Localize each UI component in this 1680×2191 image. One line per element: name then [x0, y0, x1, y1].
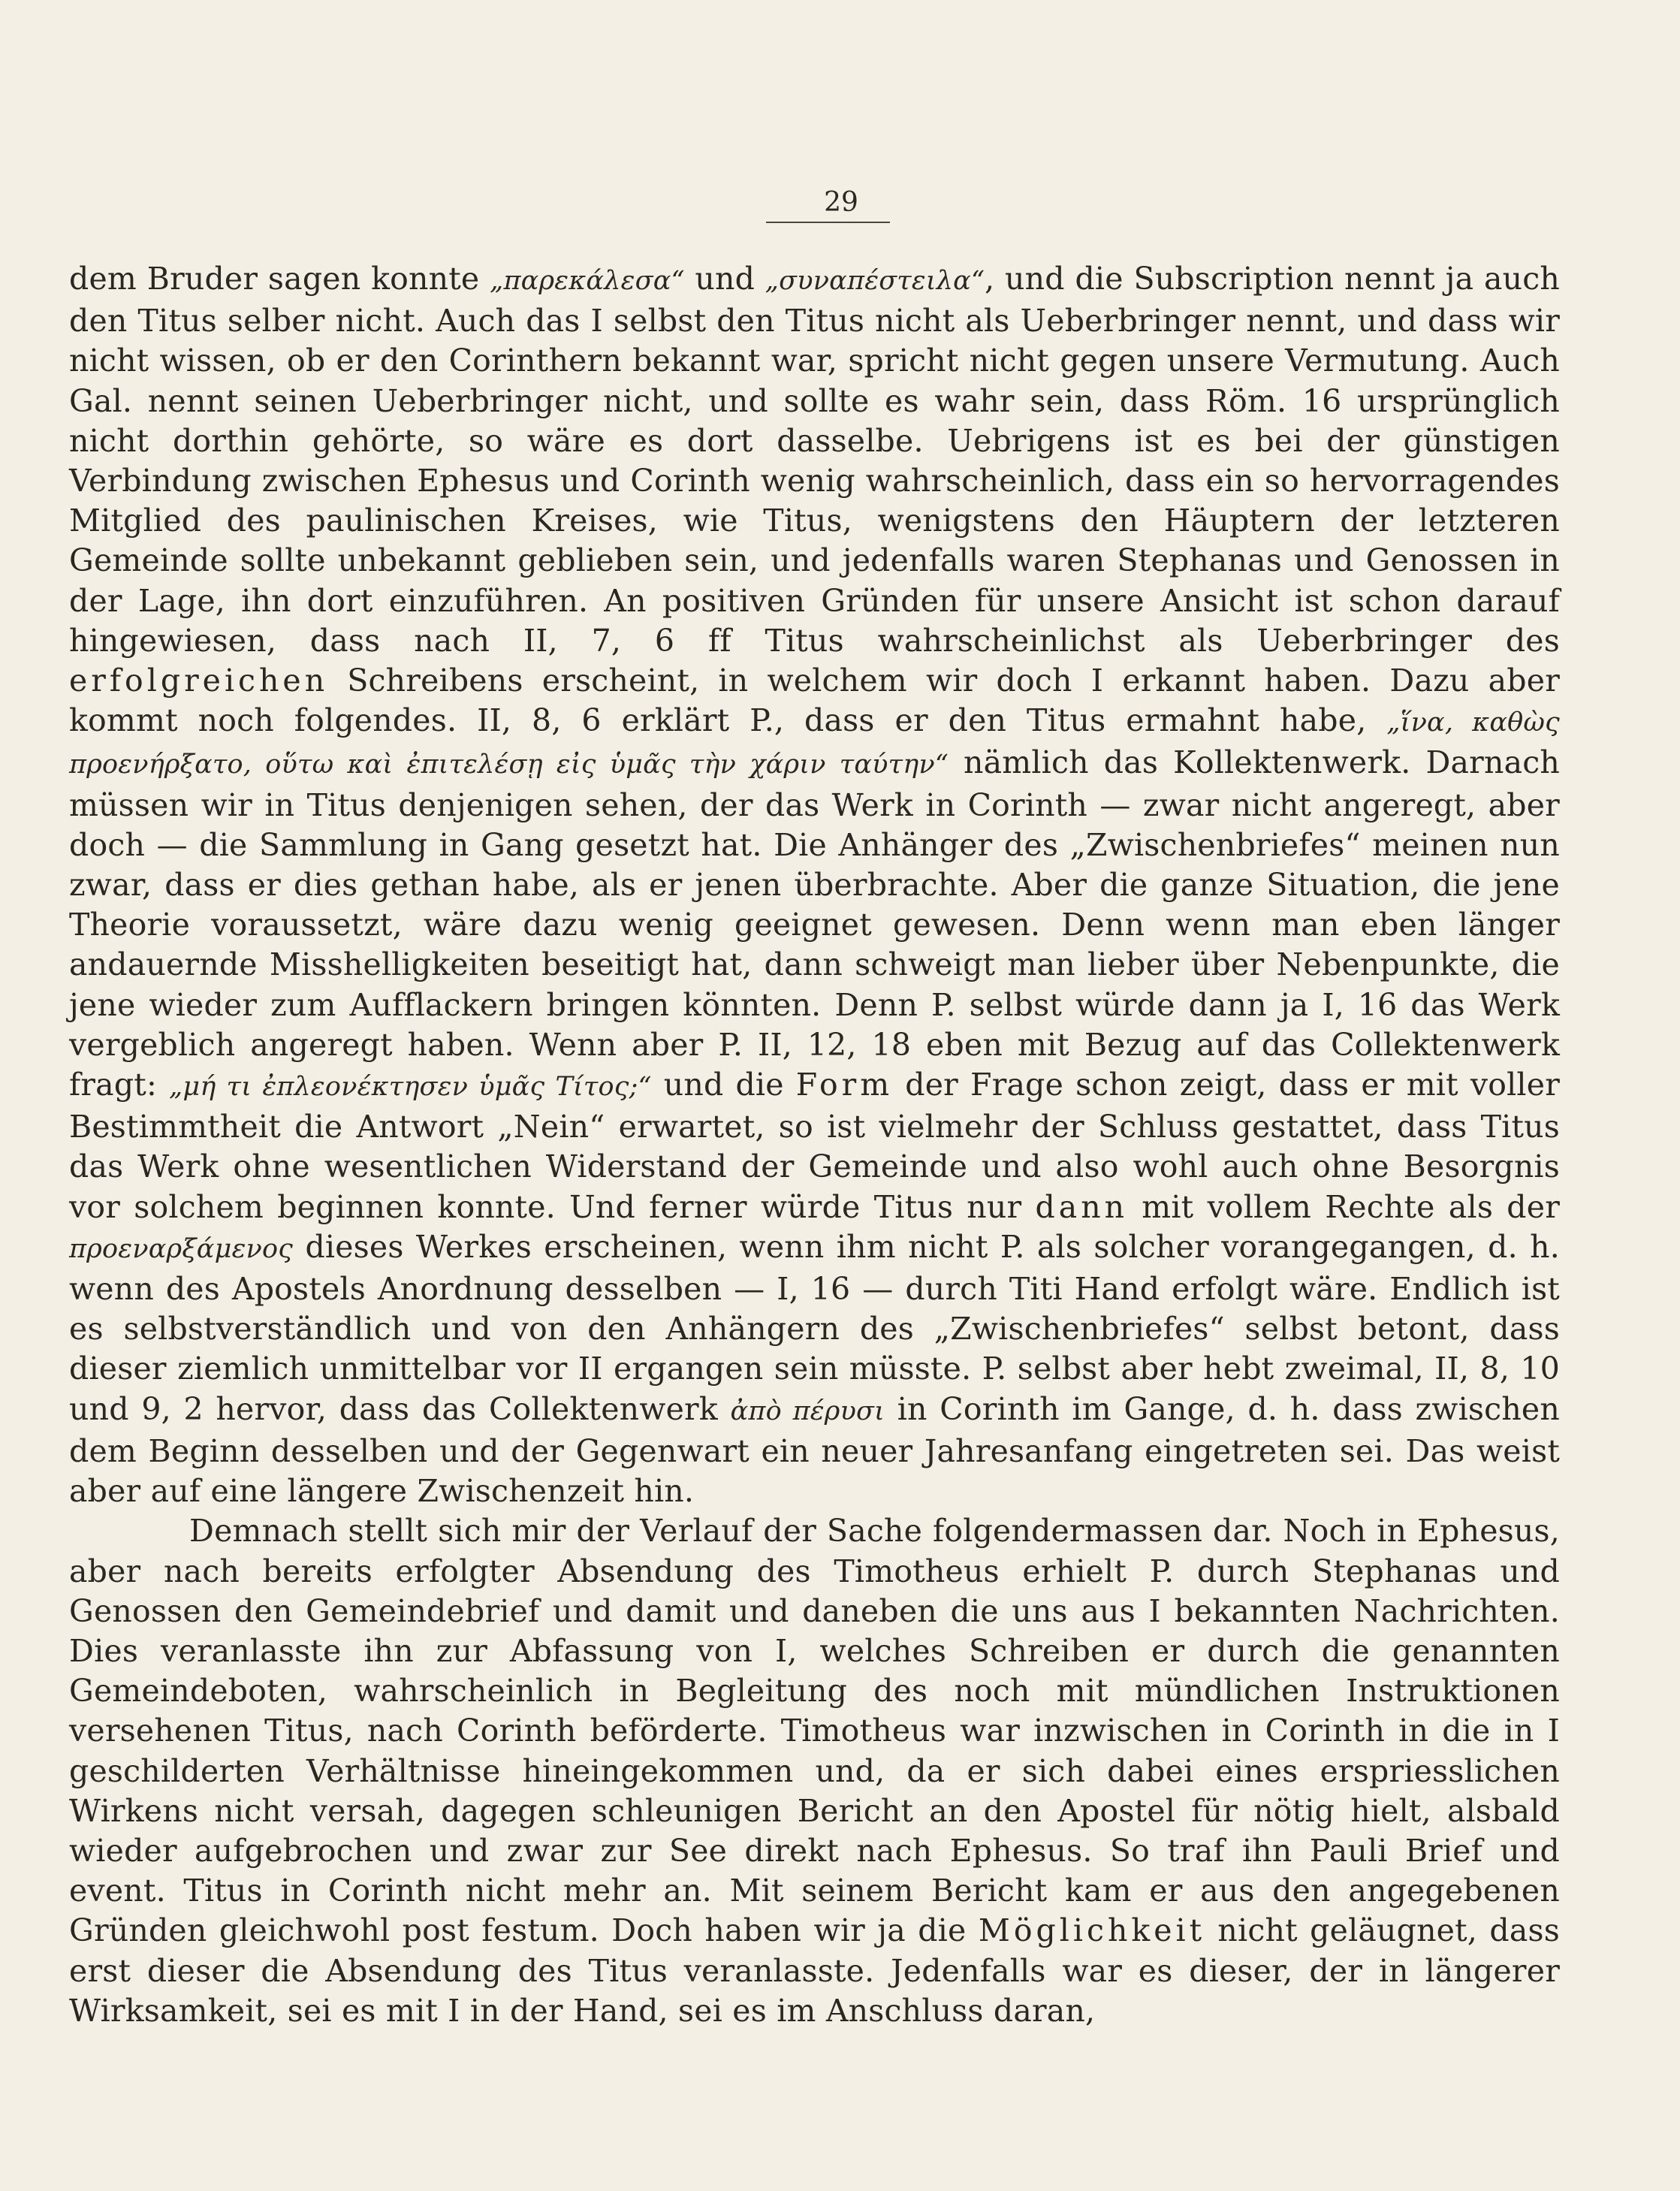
- text-segment: mit vollem Rechte als der: [1128, 1188, 1560, 1225]
- greek-term: προεναρξάμενος: [69, 1233, 294, 1264]
- paragraph-2: [69, 1511, 1560, 2031]
- text-segment: dieses Werkes erscheinen, wenn ihm nicht P. als solcher vorangegangen, d. h. wenn des Apostels Anordnung desselben — I, 16 — durch Titi Hand erfolgt wäre. Endlich ist es selbstverständlich und von den Anhängern des „Zwischenbriefes“ selbst betont, dass dieser ziemlich unmittelbar vor II ergangen sein müsste. P. selbst aber hebt zweimal, II, 8, 10 und 9, 2 hervor, dass das Collektenwerk: [69, 1228, 1560, 1427]
- emphasis-spaced: Möglichkeit: [978, 1912, 1206, 1949]
- text-segment: der Frage schon zeigt, dass er mit voller Bestimmtheit die Antwort „Nein“ erwartet, so ist vielmehr der Schluss gestattet, dass Titus das Werk ohne wesentlichen Widerstand der Gemeinde und also wohl auch ohne Besorgnis vor solchem beginnen konnte. Und ferner würde Titus nur: [69, 1067, 1561, 1225]
- emphasis-spaced: erfolgreichen: [69, 662, 329, 699]
- greek-quote: „μή τι ἐπλεονέκτησεν ὑμᾶς Τίτος;“: [169, 1072, 652, 1103]
- greek-quote: „ἵνα, καθὼς προενήρξατο, οὕτω καὶ ἐπιτελέσῃ εἰς ὑμᾶς τὴν χάριν ταύτην“: [69, 708, 1560, 780]
- page-body: [69, 259, 1560, 2031]
- text-segment: und die: [651, 1067, 796, 1103]
- paragraph-1: [69, 259, 1560, 1511]
- text-segment: Demnach stellt sich mir der Verlauf der Sache folgendermassen dar. Noch in Ephesus, aber nach bereits erfolgter Absendung des Timotheus erhielt P. durch Stephanas und Genossen den Gemeindebrief und damit und daneben die uns aus I bekannten Nachrichten. Dies veranlasste ihn zur Abfassung von I, welches Schreiben er durch die genannten Gemeindeboten, wahrscheinlich in Begleitung des noch mit mündlichen Instruktionen versehenen Titus, nach Corinth beförderte. Timotheus war inzwischen in Corinth in die in I geschilderten Verhältnisse hineingekommen und, da er sich dabei eines erspriesslichen Wirkens nicht versah, dagegen schleunigen Bericht an den Apostel für nötig hielt, alsbald wieder aufgebrochen und zwar zur See direkt nach Ephesus. So traf ihn Pauli Brief und event. Titus in Corinth nicht mehr an. Mit seinem Bericht kam er aus den angegebenen Gründen gleichwohl post festum. Doch haben wir ja die: [69, 1513, 1560, 1949]
- greek-quote: „συναπέστειλα“: [765, 266, 985, 296]
- emphasis-spaced: dann: [1035, 1188, 1129, 1225]
- text-segment: nämlich das Kollektenwerk. Darnach müssen wir in Titus denjenigen sehen, der das Werk in Corinth — zwar nicht angeregt, aber doch — die Sammlung in Gang gesetzt hat. Die Anhänger des „Zwischenbriefes“ meinen nun zwar, dass er dies gethan habe, als er jenen überbrachte. Aber die ganze Situation, die jene Theorie voraussetzt, wäre dazu wenig geeignet gewesen. Denn wenn man eben länger andauernde Misshelligkeiten beseitigt hat, dann schweigt man lieber über Nebenpunkte, die jene wieder zum Aufflackern bringen könnten. Denn P. selbst würde dann ja I, 16 das Werk vergeblich angeregt haben. Wenn aber P. II, 12, 18 eben mit Bezug auf das Collektenwerk fragt:: [69, 744, 1560, 1103]
- page-number: 29: [824, 187, 858, 218]
- emphasis-spaced: Form: [795, 1067, 894, 1103]
- text-segment: in Corinth im Gange, d. h. dass zwischen dem Beginn desselben und der Gegenwart ein neuer Jahresanfang eingetreten sei. Das weist aber auf eine längere Zwischenzeit hin.: [69, 1390, 1560, 1510]
- text-segment: und: [684, 261, 765, 297]
- text-segment: dem Bruder sagen konnte: [69, 261, 490, 297]
- text-segment: Schreibens erscheint, in welchem wir doch I erkannt haben. Dazu aber kommt noch folgendes. II, 8, 6 erklärt P., dass er den Titus ermahnt habe,: [69, 662, 1560, 739]
- greek-quote: „παρεκάλεσα“: [490, 266, 685, 296]
- page-number-rule: [766, 222, 890, 223]
- greek-term: ἀπὸ πέρυσι: [730, 1396, 885, 1426]
- text-segment: nicht geläugnet, dass erst dieser die Absendung des Titus veranlasste. Jedenfalls war es dieser, der in längerer Wirksamkeit, sei es mit I in der Hand, sei es im Anschluss daran,: [69, 1912, 1560, 2029]
- text-segment: , und die Subscription nennt ja auch den Titus selber nicht. Auch das I selbst den Titus nicht als Ueberbringer nennt, und dass wir nicht wissen, ob er den Corinthern bekannt war, spricht nicht gegen unsere Vermutung. Auch Gal. nennt seinen Ueberbringer nicht, und sollte es wahr sein, dass Röm. 16 ursprünglich nicht dorthin gehörte, so wäre es dort dasselbe. Uebrigens ist es bei der günstigen Verbindung zwischen Ephesus und Corinth wenig wahrscheinlich, dass ein so hervorragendes Mitglied des paulinischen Kreises, wie Titus, wenigstens den Häuptern der letzteren Gemeinde sollte unbekannt geblieben sein, und jedenfalls waren Stephanas und Genossen in der Lage, ihn dort einzuführen. An positiven Gründen für unsere Ansicht ist schon darauf hingewiesen, dass nach II, 7, 6 ff Titus wahrscheinlichst als Ueberbringer des: [69, 261, 1561, 659]
